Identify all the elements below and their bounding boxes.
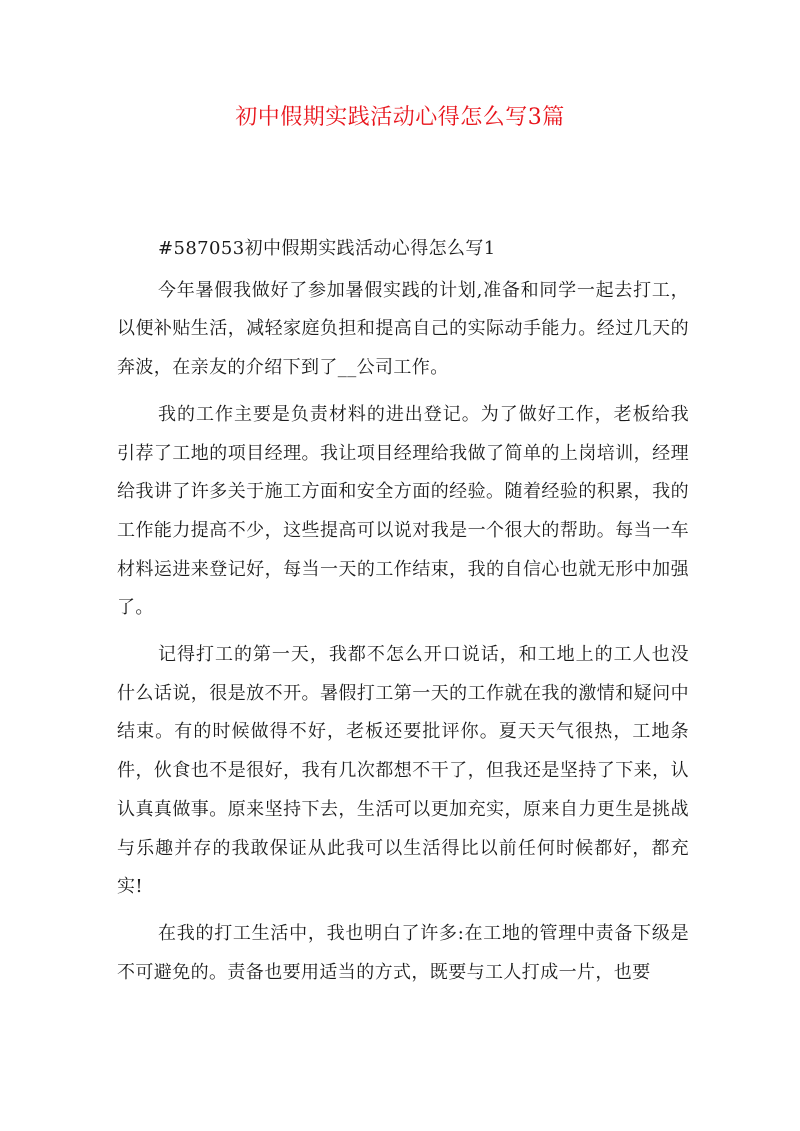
paragraph-4: 在我的打工生活中，我也明白了许多:在工地的管理中责备下级是不可避免的。责备也要用适当的方式，既要与工人打成一片，也要 <box>117 922 689 983</box>
section-heading: #587053初中假期实践活动心得怎么写1 <box>158 238 496 259</box>
document-title: 初中假期实践活动心得怎么写3篇 <box>235 105 565 130</box>
paragraph-3: 记得打工的第一天，我都不怎么开口说话，和工地上的工人也没什么话说，很是放不开。暑假打工第一天的工作就在我的激情和疑问中结束。有的时候做得不好，老板还要批评你。夏天天气很热，工地条件，伙食也不是很好，我有几次都想不干了，但我还是坚持了下来，认认真真做事。原来坚持下去，生活可以更加充实，原来自力更生是挑战与乐趣并存的我敢保证从此我可以生活得比以前任何时候都好，都充实! <box>117 644 689 898</box>
paragraph-1: 今年暑假我做好了参加暑假实践的计划,准备和同学一起去打工，以便补贴生活，减轻家庭负担和提高自己的实际动手能力。经过几天的奔波，在亲友的介绍下到了__公司工作。 <box>117 279 689 379</box>
paragraph-2: 我的工作主要是负责材料的进出登记。为了做好工作，老板给我引荐了工地的项目经理。我让项目经理给我做了简单的上岗培训，经理给我讲了许多关于施工方面和安全方面的经验。随着经验的积累，我的工作能力提高不少，这些提高可以说对我是一个很大的帮助。每当一车材料运进来登记好，每当一天的工作结束，我的自信心也就无形中加强了。 <box>117 403 689 619</box>
document-body <box>117 230 689 1000</box>
